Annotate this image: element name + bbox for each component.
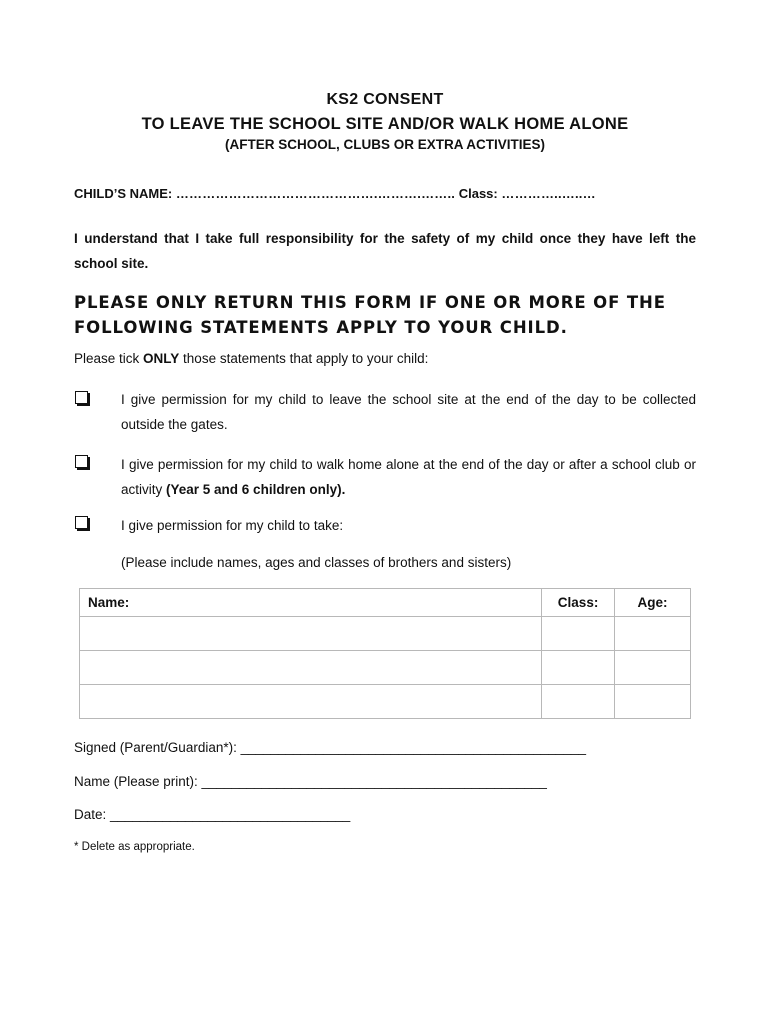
sibling-class-cell[interactable] (542, 651, 615, 685)
statement-text: I give permission for my child to walk home alone at the end of the day or after a school club or activity (121, 457, 696, 497)
statement-take-siblings (121, 513, 696, 538)
form-subtitle: TO LEAVE THE SCHOOL SITE AND/OR WALK HOME ALONE (141, 115, 629, 133)
sibling-class-cell[interactable] (542, 685, 615, 719)
table-header-row (80, 589, 691, 617)
date-line[interactable]: Date: ________________________________ (74, 807, 351, 822)
form-title: KS2 CONSENT (326, 91, 444, 108)
sibling-name-cell[interactable] (80, 651, 542, 685)
child-name-label: CHILD’S NAME: (74, 186, 173, 201)
tick-instruction-emphasis: ONLY (143, 351, 180, 366)
checkbox-icon[interactable] (75, 391, 88, 404)
sibling-name-cell[interactable] (80, 685, 542, 719)
siblings-table (79, 588, 691, 719)
footnote: * Delete as appropriate. (74, 841, 195, 853)
tick-instruction-end: those statements that apply to your child: (179, 351, 429, 366)
child-name-field[interactable]: ……………………………………….……….…….. (175, 186, 456, 201)
sibling-name-cell[interactable] (80, 617, 542, 651)
column-header-age: Age: (615, 589, 691, 617)
parent-signature-line[interactable]: Signed (Parent/Guardian*): ______________________________________________ (74, 740, 586, 755)
child-name-line (74, 186, 696, 201)
tick-instruction (74, 351, 428, 366)
sibling-class-cell[interactable] (542, 617, 615, 651)
checkbox-icon[interactable] (75, 516, 88, 529)
checkbox-icon[interactable] (75, 455, 88, 468)
sibling-age-cell[interactable] (615, 685, 691, 719)
column-header-name: Name: (80, 589, 542, 617)
class-field[interactable]: …………..…..… (501, 186, 596, 201)
form-subtitle-note: (AFTER SCHOOL, CLUBS OR EXTRA ACTIVITIES) (225, 137, 545, 152)
statement-walk-home-alone (121, 452, 696, 502)
table-row (80, 617, 691, 651)
tick-instruction-start: Please tick (74, 351, 144, 366)
statement-year-restriction: (Year 5 and 6 children only). (166, 482, 346, 497)
sibling-age-cell[interactable] (615, 651, 691, 685)
statement-text: I give permission for my child to take: (121, 518, 344, 533)
responsibility-statement: I understand that I take full responsibility for the safety of my child once they have left the school site. (74, 231, 696, 271)
column-header-class: Class: (542, 589, 615, 617)
return-heading: PLEASE ONLY RETURN THIS FORM IF ONE OR MORE OF THE FOLLOWING STATEMENTS APPLY TO YOUR CHILD. (74, 293, 666, 337)
siblings-note: (Please include names, ages and classes of brothers and sisters) (121, 555, 512, 570)
table-row (80, 651, 691, 685)
class-label: Class: (458, 186, 498, 201)
sibling-age-cell[interactable] (615, 617, 691, 651)
statement-collected-outside-gates (121, 387, 696, 437)
statement-text: I give permission for my child to leave the school site at the end of the day to be collected outside the gates. (121, 392, 696, 432)
printed-name-line[interactable]: Name (Please print): ______________________________________________ (74, 774, 547, 789)
table-row (80, 685, 691, 719)
